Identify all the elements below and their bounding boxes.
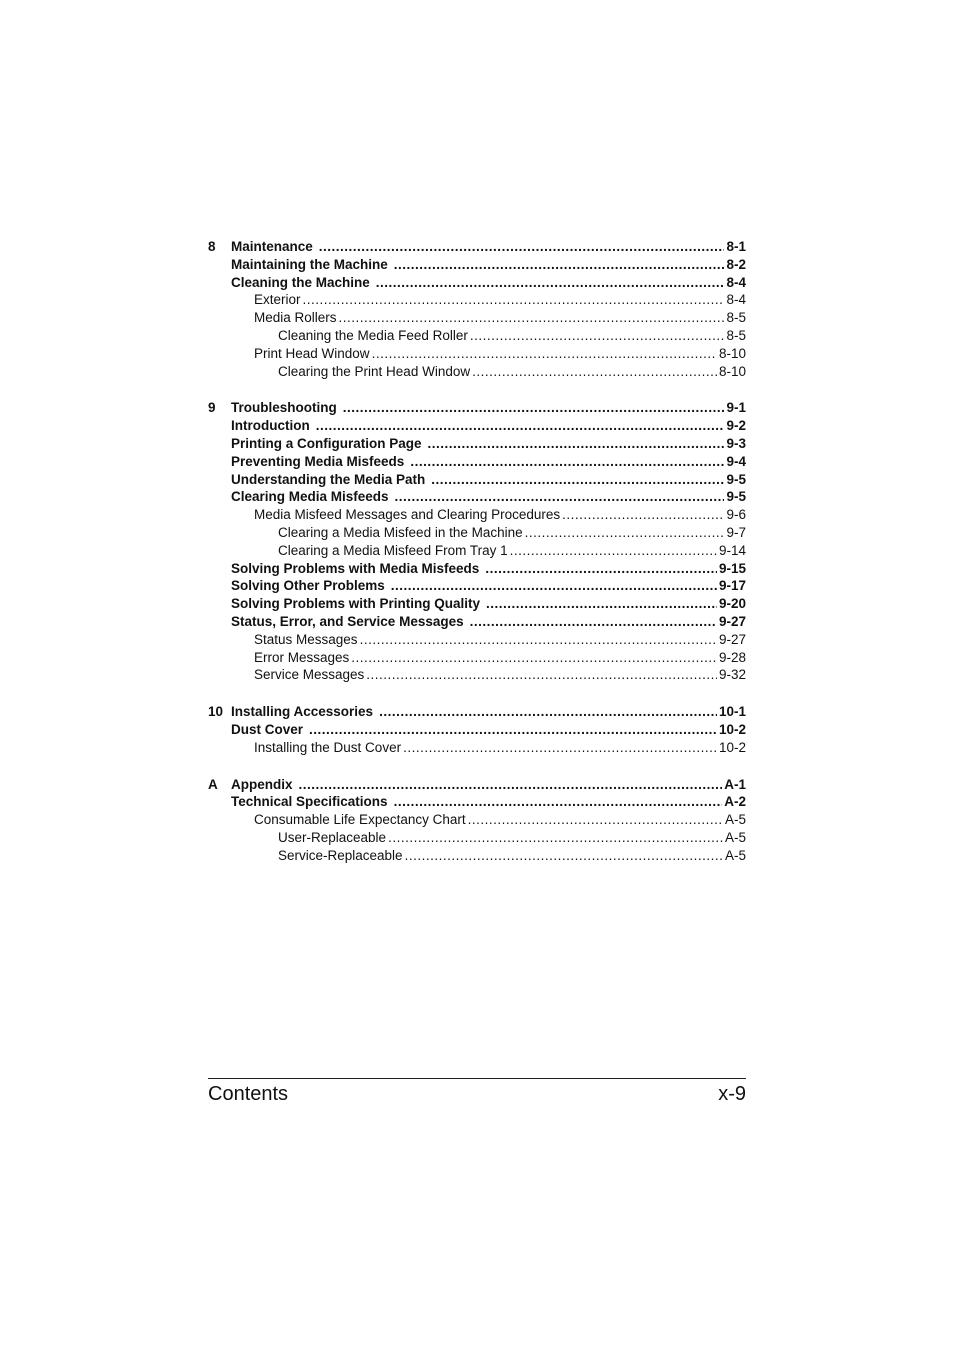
toc-entry-page: A-5	[724, 847, 746, 863]
dot-leader	[403, 739, 717, 757]
toc-entry-title: Clearing a Media Misfeed From Tray 1	[278, 542, 508, 558]
toc-entry[interactable]	[208, 327, 746, 345]
toc-entry-title: Status, Error, and Service Messages	[231, 613, 464, 629]
toc-entry-page: 9-20	[718, 596, 746, 612]
toc-entry-page: 8-5	[726, 327, 746, 343]
dot-leader	[351, 649, 717, 667]
dot-leader	[388, 829, 723, 847]
dot-leader	[394, 256, 725, 274]
section-gap	[208, 380, 746, 399]
dot-leader	[468, 811, 723, 829]
toc-entry[interactable]	[208, 309, 746, 327]
toc-entry[interactable]	[208, 417, 746, 435]
toc-entry[interactable]	[208, 793, 746, 811]
toc-entry-title: Cleaning the Machine	[231, 274, 370, 290]
toc-entry-page: 9-32	[718, 667, 746, 683]
dot-leader	[391, 577, 717, 595]
toc-entry-title: Dust Cover	[231, 721, 304, 737]
toc-entry[interactable]	[208, 363, 746, 381]
toc-entry-title: Media Misfeed Messages and Clearing Procedures	[254, 507, 561, 523]
toc-entry[interactable]	[208, 811, 746, 829]
toc-entry-title: Error Messages	[254, 649, 350, 665]
toc-entry[interactable]	[208, 453, 746, 471]
dot-leader	[379, 703, 717, 721]
dot-leader	[428, 435, 725, 453]
toc-entry-page: 8-10	[718, 345, 746, 361]
toc-entry[interactable]	[208, 577, 746, 595]
toc-entry-title: Installing Accessories	[231, 704, 374, 720]
chapter-number: 9	[208, 400, 216, 416]
toc-entry[interactable]	[208, 488, 746, 506]
toc-entry-title: Printing a Configuration Page	[231, 435, 422, 451]
dot-leader	[376, 274, 725, 292]
toc-entry[interactable]	[208, 399, 746, 417]
footer-page-number: x-9	[718, 1083, 746, 1105]
toc-entry[interactable]	[208, 274, 746, 292]
dot-leader	[472, 363, 717, 381]
toc-entry-title: Solving Problems with Media Misfeeds	[231, 560, 480, 576]
dot-leader	[470, 613, 717, 631]
toc-entry-title: Cleaning the Media Feed Roller	[278, 327, 468, 343]
section-gap	[208, 757, 746, 776]
dot-leader	[309, 721, 717, 739]
toc-entry-page: 9-3	[726, 435, 746, 451]
toc-entry-page: 9-1	[726, 400, 746, 416]
toc-entry-page: 9-7	[726, 524, 746, 540]
toc-entry[interactable]	[208, 739, 746, 757]
toc-entry[interactable]	[208, 291, 746, 309]
toc-entry[interactable]	[208, 560, 746, 578]
toc-entry[interactable]	[208, 631, 746, 649]
toc-entry[interactable]	[208, 595, 746, 613]
dot-leader	[366, 666, 717, 684]
toc-entry-title: Maintenance	[231, 239, 313, 254]
toc-entry-page: A-5	[724, 829, 746, 845]
toc-entry[interactable]	[208, 721, 746, 739]
dot-leader	[372, 345, 717, 363]
dot-leader	[319, 238, 725, 256]
toc-entry-title: Media Rollers	[254, 310, 337, 326]
dot-leader	[343, 399, 725, 417]
dot-leader	[525, 524, 725, 542]
section-gap	[208, 684, 746, 703]
toc-entry[interactable]	[208, 238, 746, 256]
dot-leader	[485, 560, 717, 578]
toc-entry-title: Technical Specifications	[231, 794, 388, 810]
toc-entry-page: 9-5	[726, 471, 746, 487]
dot-leader	[360, 631, 717, 649]
toc-entry-title: Exterior	[254, 292, 301, 308]
toc-entry-title: Clearing a Media Misfeed in the Machine	[278, 524, 523, 540]
toc-entry-page: 9-17	[718, 578, 746, 594]
toc-entry-page: A-2	[724, 794, 746, 810]
toc-entry-title: Service Messages	[254, 667, 365, 683]
toc-entry-title: Troubleshooting	[231, 400, 337, 416]
toc-entry-title: Solving Problems with Printing Quality	[231, 596, 481, 612]
toc-entry-title: Preventing Media Misfeeds	[231, 453, 405, 469]
toc-entry-title: Maintaining the Machine	[231, 256, 388, 272]
dot-leader	[303, 291, 725, 309]
toc-entry[interactable]	[208, 613, 746, 631]
toc-entry[interactable]	[208, 776, 746, 794]
toc-entry[interactable]	[208, 666, 746, 684]
dot-leader	[470, 327, 725, 345]
toc-entry[interactable]	[208, 524, 746, 542]
toc-entry[interactable]	[208, 847, 746, 865]
footer-section-title: Contents	[208, 1083, 289, 1105]
toc-entry-page: 9-14	[718, 542, 746, 558]
toc-entry-page: 9-28	[718, 649, 746, 665]
table-of-contents	[208, 238, 746, 865]
toc-entry-title: Clearing the Print Head Window	[278, 363, 471, 379]
toc-entry-title: Service-Replaceable	[278, 847, 403, 863]
toc-entry-page: 8-2	[726, 256, 746, 272]
dot-leader	[410, 453, 724, 471]
toc-entry[interactable]	[208, 649, 746, 667]
toc-entry[interactable]	[208, 256, 746, 274]
toc-entry-page: 8-5	[726, 310, 746, 326]
toc-entry[interactable]	[208, 506, 746, 524]
toc-entry-page: 9-27	[718, 631, 746, 647]
dot-leader	[299, 776, 723, 794]
toc-entry-title: Solving Other Problems	[231, 578, 385, 594]
toc-entry-title: Appendix	[231, 776, 293, 792]
dot-leader	[562, 506, 724, 524]
page-footer	[208, 1078, 746, 1106]
dot-leader	[316, 417, 725, 435]
toc-entry[interactable]	[208, 829, 746, 847]
toc-entry-page: 10-2	[718, 739, 746, 755]
toc-entry-title: Print Head Window	[254, 345, 370, 361]
toc-entry-title: Consumable Life Expectancy Chart	[254, 812, 466, 828]
toc-entry-page: 10-1	[718, 704, 746, 720]
chapter-number: A	[208, 776, 218, 792]
toc-entry-page: 9-2	[726, 418, 746, 434]
dot-leader	[395, 488, 725, 506]
toc-entry-page: A-5	[724, 812, 746, 828]
toc-entry-page: 9-27	[718, 613, 746, 629]
toc-entry-page: 9-4	[726, 453, 746, 469]
dot-leader	[339, 309, 725, 327]
toc-entry-title: User-Replaceable	[278, 829, 387, 845]
toc-entry-page: 8-10	[718, 363, 746, 379]
toc-entry[interactable]	[208, 345, 746, 363]
toc-entry-page: 9-5	[726, 489, 746, 505]
dot-leader	[405, 847, 723, 865]
toc-entry[interactable]	[208, 435, 746, 453]
toc-entry-title: Status Messages	[254, 631, 358, 647]
dot-leader	[510, 542, 717, 560]
toc-entry-title: Clearing Media Misfeeds	[231, 489, 389, 505]
toc-entry-page: 8-4	[726, 274, 746, 290]
toc-entry-page: 9-15	[718, 560, 746, 576]
toc-entry-page: 9-6	[726, 507, 746, 523]
toc-entry[interactable]	[208, 471, 746, 489]
toc-entry-page: 8-1	[726, 239, 746, 254]
toc-entry-title: Installing the Dust Cover	[254, 739, 402, 755]
toc-entry-page: 8-4	[726, 292, 746, 308]
chapter-number: 10	[208, 704, 224, 720]
toc-entry-title: Introduction	[231, 418, 310, 434]
dot-leader	[431, 471, 724, 489]
dot-leader	[394, 793, 723, 811]
dot-leader	[486, 595, 717, 613]
toc-entry-page: 10-2	[718, 721, 746, 737]
toc-entry[interactable]	[208, 542, 746, 560]
toc-entry[interactable]	[208, 703, 746, 721]
chapter-number: 8	[208, 239, 216, 254]
toc-entry-title: Understanding the Media Path	[231, 471, 426, 487]
toc-entry-page: A-1	[724, 776, 746, 792]
